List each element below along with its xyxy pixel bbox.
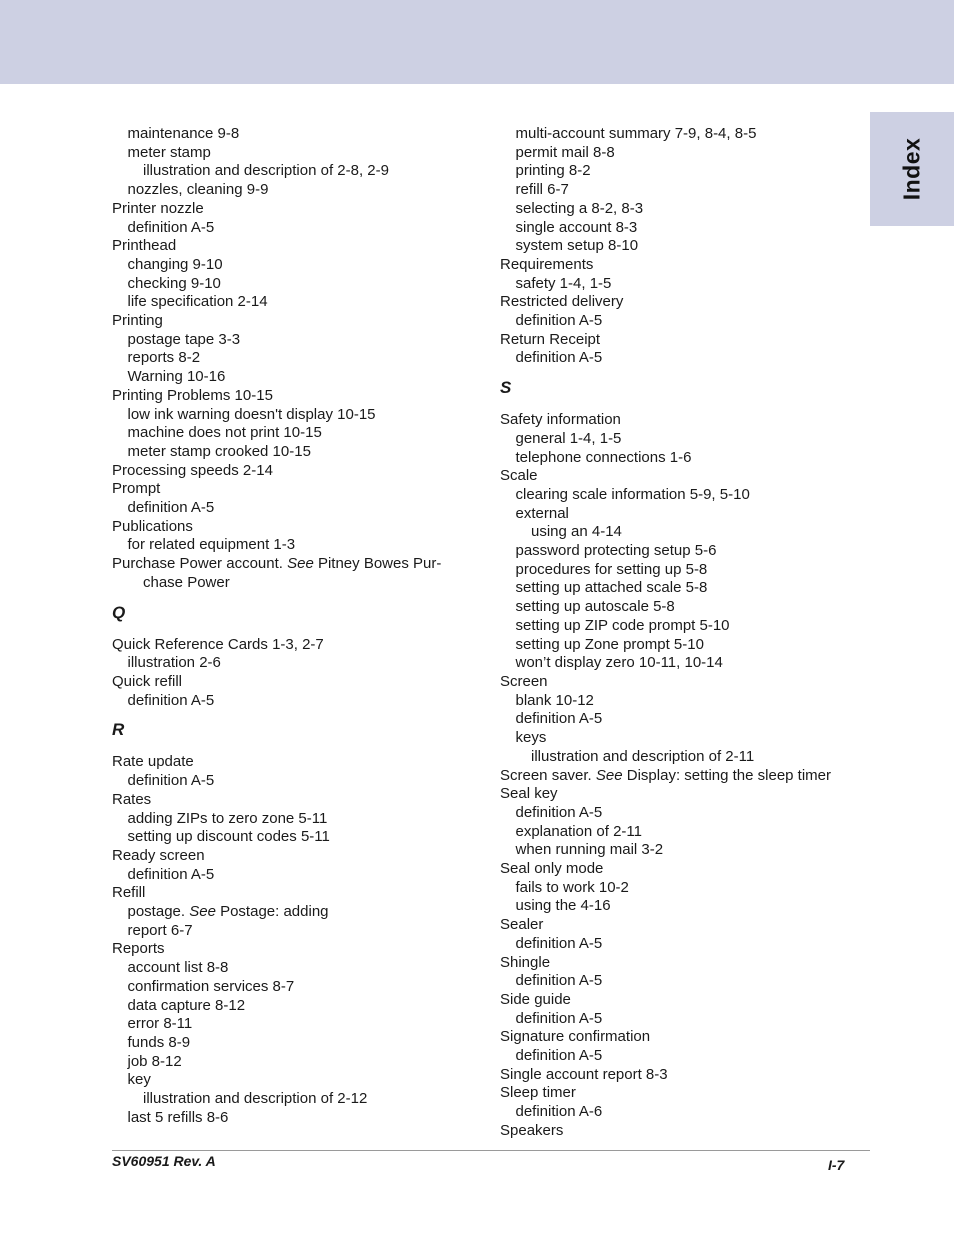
index-main-entry: Single account report 8-3: [500, 1065, 668, 1083]
index-sub-entry: permit mail 8-8: [515, 143, 615, 161]
index-sub-entry: multi-account summary 7-9, 8-4, 8-5: [515, 125, 757, 142]
index-sub-entry: key: [127, 1071, 151, 1089]
index-main-entry: [112, 555, 482, 574]
index-sub-entry: illustration 2-6: [127, 654, 221, 672]
index-main-entry: Publications: [112, 517, 193, 535]
index-column-left: [112, 125, 482, 1127]
index-sub-entry: definition A-5: [127, 772, 215, 790]
index-main-entry: Return Receipt: [500, 330, 601, 348]
index-sub-entry: setting up Zone prompt 5-10: [515, 635, 704, 653]
index-sub-entry: single account 8-3: [515, 218, 638, 236]
index-side-tab: [870, 112, 954, 226]
index-sub-entry: meter stamp crooked 10-15: [127, 442, 311, 460]
index-sub-entry: for related equipment 1-3: [127, 536, 296, 554]
index-sub-entry: procedures for setting up 5-8: [515, 560, 708, 578]
index-main-entry: Restricted delivery: [500, 293, 624, 311]
index-sub-entry: setting up attached scale 5-8: [515, 579, 708, 597]
entry-text: Postage: adding: [215, 903, 329, 921]
entry-text: postage.: [127, 903, 190, 921]
index-sub-entry: job 8-12: [127, 1052, 182, 1070]
index-sub-entry: system setup 8-10: [515, 237, 639, 255]
index-main-entry: Sleep timer: [500, 1084, 576, 1102]
index-sub-entry: report 6-7: [127, 921, 193, 939]
index-sub-entry: setting up ZIP code prompt 5-10: [515, 616, 730, 634]
index-sub-entry: definition A-5: [515, 934, 603, 952]
index-main-entry: Quick refill: [112, 672, 183, 690]
index-sub-entry: selecting a 8-2, 8-3: [515, 199, 644, 217]
index-sub-entry: definition A-5: [127, 218, 215, 236]
index-sub-entry: setting up autoscale 5-8: [515, 598, 675, 616]
index-sub-entry: definition A-5: [515, 803, 603, 821]
index-main-entry: Signature confirmation: [500, 1028, 651, 1046]
index-sub-entry: illustration and description of 2-11: [531, 747, 755, 765]
index-sub-entry: setting up discount codes 5-11: [127, 828, 330, 846]
index-main-entry: Quick Reference Cards 1-3, 2-7: [112, 635, 324, 653]
index-main-entry: Speakers: [500, 1121, 564, 1139]
see-reference: See: [595, 766, 623, 784]
index-main-entry: Printing Problems 10-15: [112, 386, 273, 404]
index-letter-heading: S: [500, 378, 512, 398]
index-main-entry: Printer nozzle: [112, 199, 204, 217]
index-sub-entry: illustration and description of 2-12: [143, 1090, 368, 1108]
index-main-entry: Prompt: [112, 480, 161, 498]
index-sub-entry: last 5 refills 8-6: [127, 1108, 229, 1126]
index-sub-entry: adding ZIPs to zero zone 5-11: [127, 809, 328, 827]
index-sub-entry: fails to work 10-2: [515, 878, 629, 896]
entry-text: Purchase Power account.: [112, 555, 288, 573]
index-main-entry: Seal only mode: [500, 860, 604, 878]
index-sub-entry: definition A-5: [127, 865, 215, 883]
index-sub-entry: refill 6-7: [515, 181, 569, 199]
index-sub-entry: safety 1-4, 1-5: [515, 274, 612, 292]
index-main-entry: Printing: [112, 312, 163, 330]
index-main-entry: Scale: [500, 467, 538, 485]
index-sub-entry: keys: [515, 729, 547, 747]
index-main-entry: Refill: [112, 884, 146, 902]
entry-text: Display: setting the sleep timer: [622, 766, 832, 784]
index-sub-entry: general 1-4, 1-5: [515, 429, 622, 447]
index-sub-entry: [112, 903, 482, 922]
index-main-entry: Rate update: [112, 753, 194, 771]
index-sub-entry: illustration and description of 2-8, 2-9: [143, 162, 389, 180]
index-main-entry: Shingle: [500, 953, 551, 971]
index-sub-entry: won’t display zero 10-11, 10-14: [515, 654, 723, 672]
index-main-entry: [500, 767, 870, 786]
index-tab-label: Index: [898, 137, 925, 201]
index-main-entry: Rates: [112, 790, 152, 808]
index-sub-entry: data capture 8-12: [127, 996, 246, 1014]
index-main-entry: Printhead: [112, 237, 177, 255]
index-main-entry: Safety information: [500, 411, 621, 429]
index-sub-entry: telephone connections 1-6: [515, 448, 692, 466]
index-sub-entry: definition A-6: [515, 1103, 603, 1121]
index-main-entry: Reports: [112, 940, 165, 958]
index-sub-entry: reports 8-2: [127, 349, 201, 367]
see-reference: See: [287, 555, 314, 573]
header-band: [0, 0, 954, 84]
index-sub-entry: funds 8-9: [127, 1033, 191, 1051]
index-sub-entry: definition A-5: [515, 312, 603, 330]
index-sub-entry: definition A-5: [515, 1047, 603, 1065]
index-sub-entry: blank 10-12: [515, 691, 594, 709]
index-main-entry: Screen: [500, 672, 548, 690]
index-sub-entry: low ink warning doesn't display 10-15: [127, 405, 376, 423]
index-sub-entry: meter stamp: [127, 143, 211, 161]
index-main-entry: Processing speeds 2-14: [112, 461, 273, 479]
index-main-entry: Sealer: [500, 916, 544, 934]
index-main-entry: Side guide: [500, 990, 571, 1008]
index-sub-entry: definition A-5: [515, 1009, 603, 1027]
index-sub-entry: definition A-5: [127, 499, 215, 517]
index-sub-entry: printing 8-2: [515, 162, 591, 180]
document-id: SV60951 Rev. A: [112, 1153, 216, 1169]
index-column-right: [500, 125, 870, 1141]
index-sub-entry: explanation of 2-11: [515, 822, 642, 840]
index-sub-entry: Warning 10-16: [127, 368, 226, 386]
index-sub-entry: postage tape 3-3: [127, 330, 241, 348]
index-sub-entry: clearing scale information 5-9, 5-10: [515, 485, 750, 503]
entry-text: Screen saver.: [500, 766, 596, 784]
index-sub-entry: life specification 2-14: [127, 293, 268, 311]
index-sub-entry: error 8-11: [127, 1015, 193, 1033]
index-sub-entry: changing 9-10: [127, 255, 223, 273]
index-sub-entry: external: [515, 504, 569, 522]
index-sub-entry: account list 8-8: [127, 959, 229, 977]
index-sub-entry: password protecting setup 5-6: [515, 542, 717, 560]
index-sub-entry: nozzles, cleaning 9-9: [127, 181, 269, 199]
index-main-entry: Requirements: [500, 255, 594, 273]
page-number: I-7: [828, 1157, 845, 1173]
index-sub-entry: checking 9-10: [127, 274, 221, 292]
index-sub-entry: definition A-5: [515, 349, 603, 367]
index-sub-entry: definition A-5: [127, 691, 215, 709]
index-main-entry: Seal key: [500, 785, 558, 803]
see-reference: See: [189, 903, 216, 921]
index-sub-entry: definition A-5: [515, 710, 603, 728]
index-sub-entry: maintenance 9-8: [127, 125, 240, 142]
index-main-entry: Ready screen: [112, 846, 205, 864]
index-letter-heading: R: [112, 720, 125, 740]
footer-divider: [112, 1150, 870, 1151]
index-sub-entry: chase Power: [143, 573, 230, 591]
entry-text: Pitney Bowes Pur-: [313, 555, 442, 573]
index-sub-entry: definition A-5: [515, 972, 603, 990]
index-sub-entry: using the 4-16: [515, 897, 611, 915]
index-sub-entry: using an 4-14: [531, 523, 622, 541]
index-letter-heading: Q: [112, 602, 126, 622]
index-sub-entry: when running mail 3-2: [515, 841, 664, 859]
index-sub-entry: confirmation services 8-7: [127, 977, 295, 995]
index-sub-entry: machine does not print 10-15: [127, 424, 322, 442]
